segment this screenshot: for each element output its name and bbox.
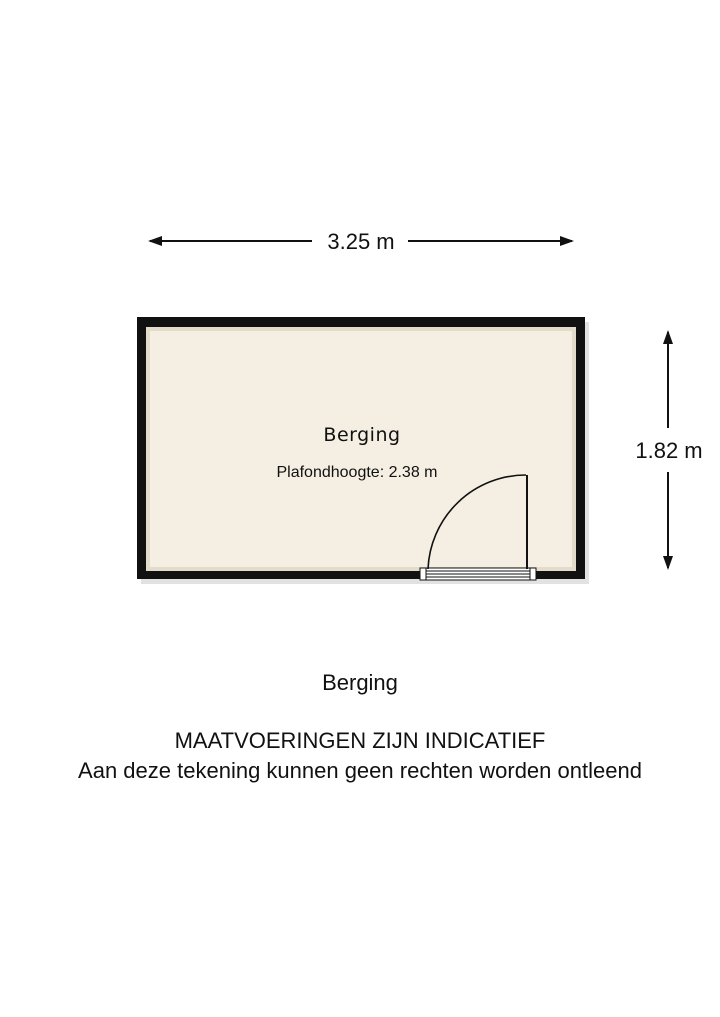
floor-label: Berging [322,670,398,695]
height-dimension-label: 1.82 m [635,438,703,463]
door-jamb-right [530,568,536,580]
room-berging [137,317,589,584]
room-name: Berging [323,424,401,446]
width-dimension [150,229,572,254]
disclaimer-title: MAATVOERINGEN ZIJN INDICATIEF [174,728,546,753]
disclaimer-text: Aan deze tekening kunnen geen rechten worden ontleend [78,758,642,783]
door-jamb-left [420,568,426,580]
door-leaf [526,475,528,569]
room-floor [148,329,574,569]
ceiling-height: Plafondhoogte: 2.38 m [276,464,438,481]
height-dimension [635,332,702,568]
width-dimension-label: 3.25 m [327,229,395,254]
